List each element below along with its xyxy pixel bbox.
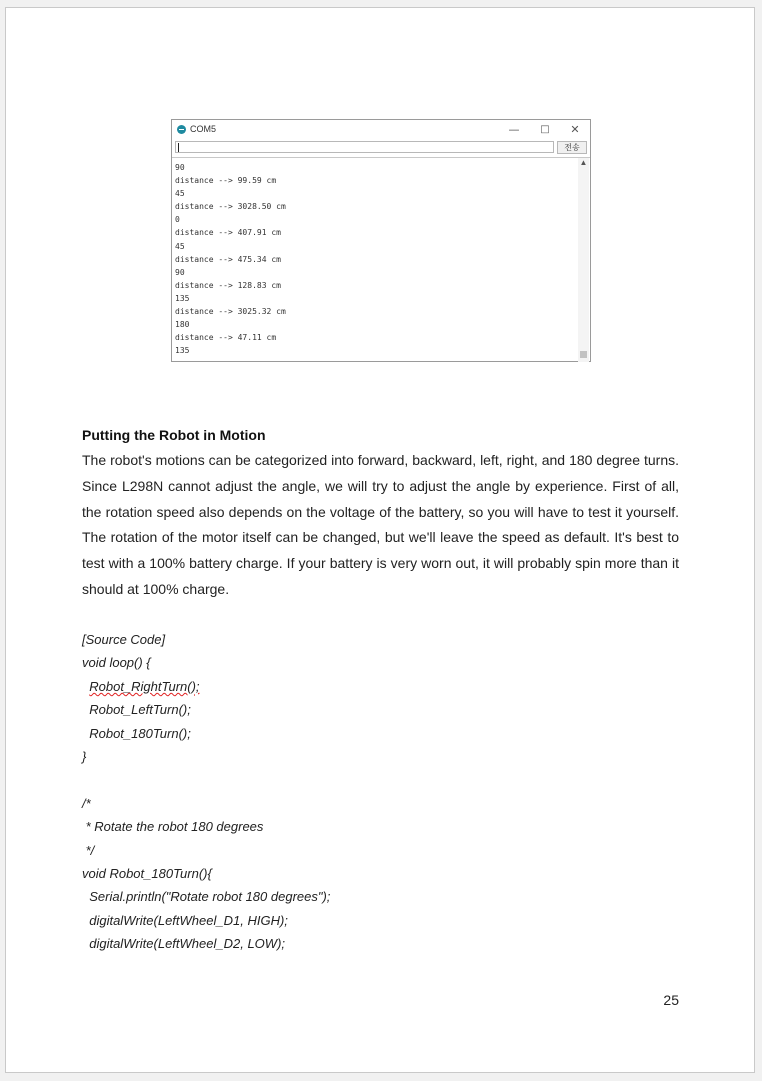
misspelled-code-text: Robot_RightTurn(); [89,678,200,694]
serial-send-input [175,141,554,153]
code-line: Serial.println("Rotate robot 180 degrees"); [82,889,331,905]
serial-output [172,157,590,363]
output-line: 0 [175,215,180,225]
arduino-icon [177,125,186,134]
output-line: 135 [175,346,190,356]
output-line: distance --> 99.59 cm [175,176,277,186]
code-line [82,675,330,698]
source-code-block [82,628,330,955]
output-line: 45 [175,241,185,251]
output-line: 90 [175,267,185,277]
page-number: 25 [663,992,679,1008]
code-line: [Source Code] [82,632,166,647]
code-line: digitalWrite(LeftWheel_D1, HIGH); [82,912,288,928]
output-line: distance --> 47.11 cm [175,333,277,343]
code-line: void loop() { [82,655,151,671]
text-caret [178,143,179,152]
code-line: /* [82,795,91,811]
serial-output-lines [175,161,286,357]
document-page [5,7,755,1073]
output-line: distance --> 3025.32 cm [175,307,286,317]
code-line: digitalWrite(LeftWheel_D2, LOW); [82,936,286,952]
output-line: 135 [175,293,190,303]
close-icon: ✕ [570,123,580,136]
code-line: Robot_LeftTurn(); [82,702,191,718]
output-line: distance --> 407.91 cm [175,228,281,238]
serial-input-row [172,140,590,156]
output-line: 180 [175,320,190,330]
vertical-scrollbar [578,158,589,362]
code-line: } [82,748,87,764]
scroll-thumb [580,351,587,358]
output-line: distance --> 475.34 cm [175,254,281,264]
scroll-up-icon: ▲ [579,158,588,167]
send-button: 전송 [557,141,587,154]
output-line: distance --> 3028.50 cm [175,202,286,212]
body-paragraph: The robot's motions can be categorized into forward, backward, left, right, and 180 degree turns. Since L298N cannot adjust the angle, we will try to adjust the angle by experience. First of all, the rotation speed also depends on the voltage of the battery, so you will have to test it yourself. The rotation of the motor itself can be changed, but we'll leave the speed as default. It's best to test with a 100% battery charge. If your battery is very worn out, it will probably spin more than it should at 100% charge. [82,452,679,597]
code-line: */ [82,842,95,858]
output-line: distance --> 128.83 cm [175,280,281,290]
maximize-icon: □ [540,124,550,135]
code-line: * Rotate the robot 180 degrees [82,819,264,835]
output-line: 90 [175,163,185,172]
window-title: COM5 [190,124,217,134]
minimize-icon: — [508,123,520,136]
code-line: void Robot_180Turn(){ [82,865,212,881]
output-line: 45 [175,189,185,199]
window-titlebar [172,120,590,139]
section-heading: Putting the Robot in Motion [82,427,266,443]
code-line: Robot_180Turn(); [82,725,191,741]
serial-monitor-screenshot [171,119,591,362]
code-line [82,768,330,791]
